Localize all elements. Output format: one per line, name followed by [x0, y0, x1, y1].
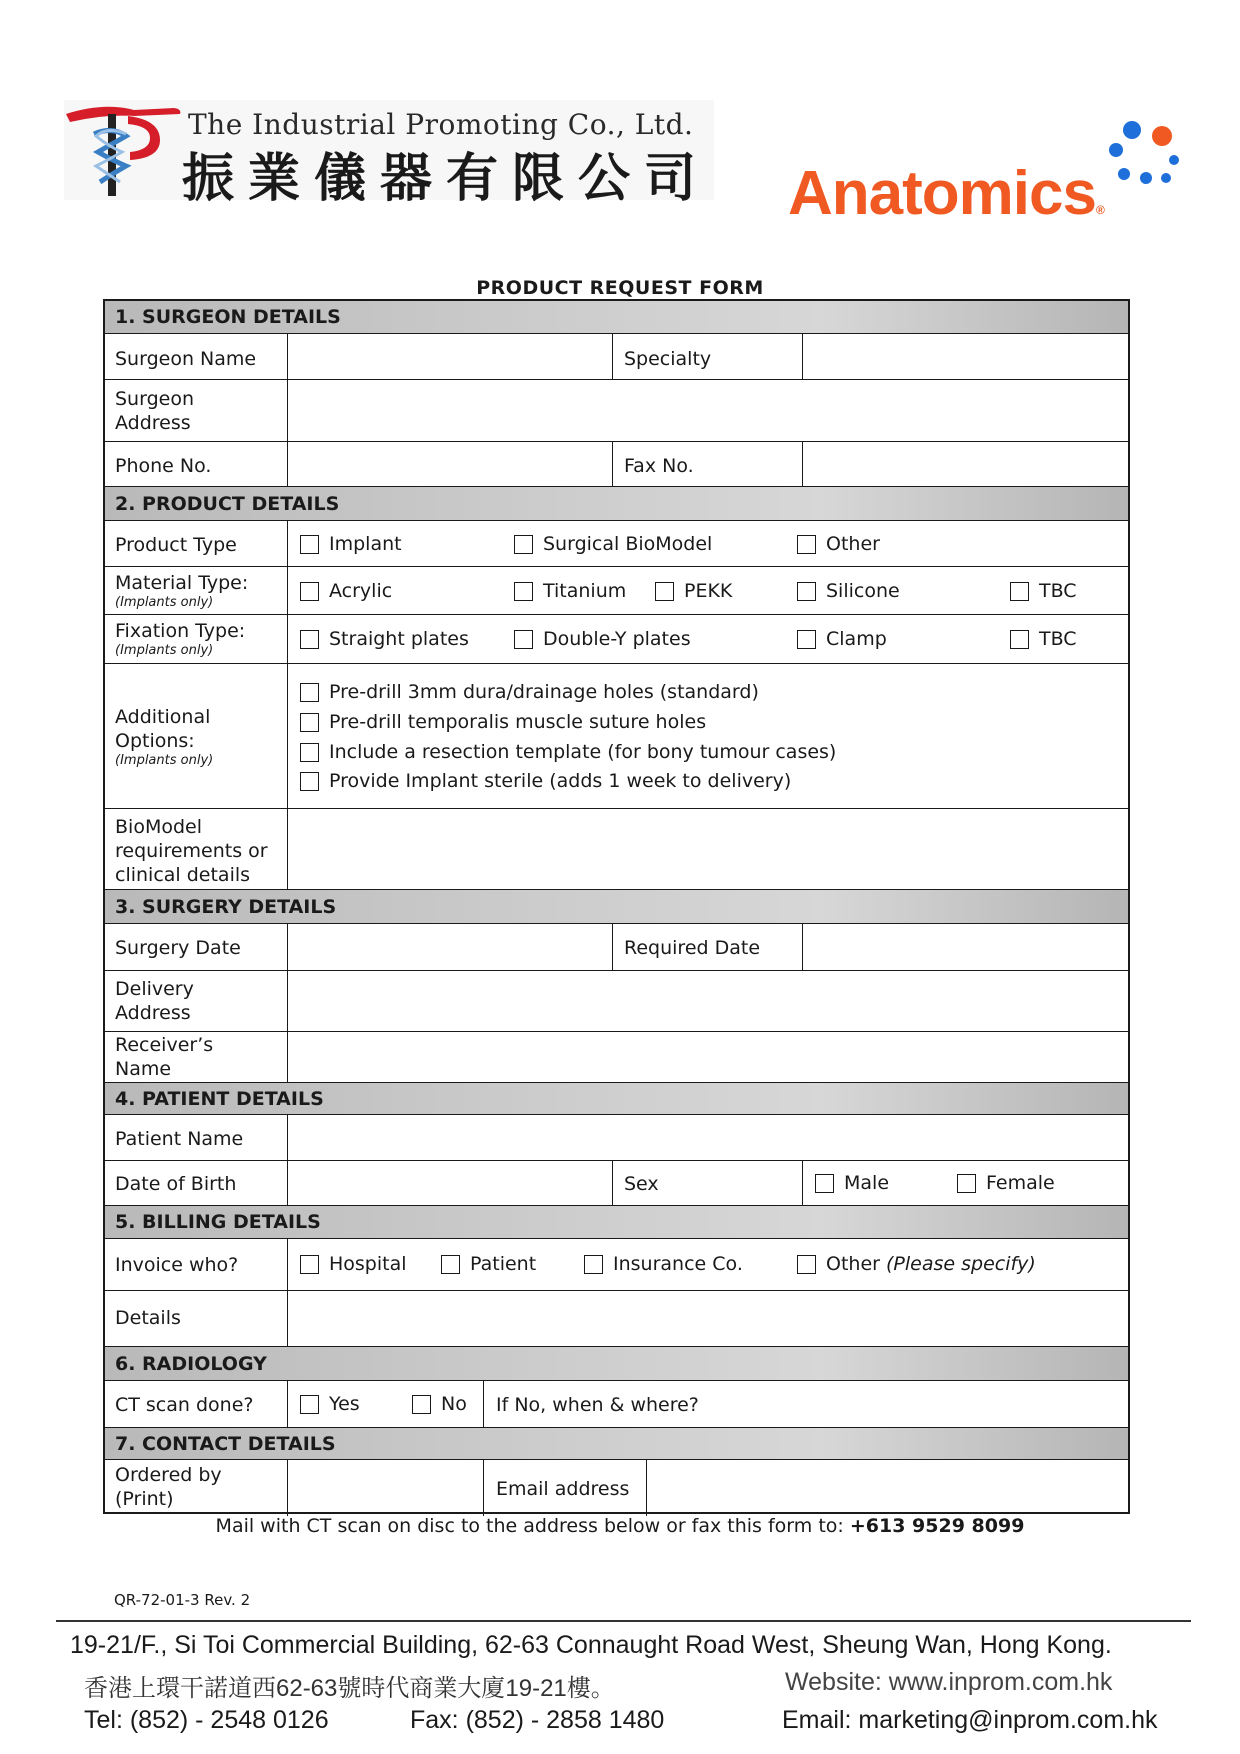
ct-yes-checkbox[interactable]: Yes: [300, 1393, 360, 1415]
dob-label: Date of Birth: [115, 1173, 237, 1195]
product-implant-checkbox[interactable]: Implant: [300, 533, 402, 555]
form-title: PRODUCT REQUEST FORM: [476, 277, 764, 299]
biomodel-requirements-label: BioModel requirements or clinical details: [115, 816, 268, 886]
footer-address-en: 19-21/F., Si Toi Commercial Building, 62-63 Connaught Road West, Sheung Wan, Hong Kong.: [70, 1631, 1112, 1659]
ordered-by-label: Ordered by (Print): [115, 1464, 222, 1510]
material-type-label: Material Type: (Implants only): [115, 572, 249, 610]
option-sterile-checkbox[interactable]: Provide Implant sterile (adds 1 week to delivery): [300, 770, 791, 792]
receiver-name-label: Receiver’s Name: [115, 1034, 214, 1080]
footer-fax: Fax: (852) - 2858 1480: [410, 1706, 665, 1734]
option-dura-holes-checkbox[interactable]: Pre-drill 3mm dura/drainage holes (standard): [300, 681, 759, 703]
ct-no-checkbox[interactable]: No: [412, 1393, 467, 1415]
section-header-billing: 5. BILLING DETAILS: [105, 1205, 1128, 1239]
required-date-label: Required Date: [624, 937, 761, 959]
company-name-en: The Industrial Promoting Co., Ltd.: [188, 108, 694, 141]
section-header-radiology: 6. RADIOLOGY: [105, 1346, 1128, 1381]
invoice-hospital-checkbox[interactable]: Hospital: [300, 1253, 407, 1275]
surgeon-name-label: Surgeon Name: [115, 348, 257, 370]
anatomics-logo: [788, 158, 1104, 229]
ct-if-no-label: If No, when & where?: [496, 1394, 699, 1416]
product-type-label: Product Type: [115, 534, 237, 556]
footer-divider: [56, 1620, 1191, 1622]
specialty-label: Specialty: [624, 348, 712, 370]
material-pekk-checkbox[interactable]: PEKK: [655, 580, 732, 602]
product-biomodel-checkbox[interactable]: Surgical BioModel: [514, 533, 712, 555]
invoice-who-label: Invoice who?: [115, 1254, 239, 1276]
invoice-other-checkbox[interactable]: Other (Please specify): [797, 1253, 1036, 1275]
footer-email: Email: marketing@inprom.com.hk: [782, 1706, 1158, 1734]
surgeon-address-label: Surgeon Address: [115, 388, 194, 434]
fax-number: +613 9529 8099: [849, 1515, 1025, 1537]
material-tbc-checkbox[interactable]: TBC: [1010, 580, 1077, 602]
fixation-clamp-checkbox[interactable]: Clamp: [797, 628, 887, 650]
fixation-double-y-checkbox[interactable]: Double-Y plates: [514, 628, 691, 650]
mailing-note: Mail with CT scan on disc to the address below or fax this form to: +613 9529 8099: [215, 1515, 1025, 1537]
surgery-date-label: Surgery Date: [115, 937, 241, 959]
footer-address-zh: 香港上環干諾道西62-63號時代商業大廈19-21樓。: [84, 1675, 615, 1702]
sex-female-checkbox[interactable]: Female: [957, 1172, 1055, 1194]
caduceus-logo-icon: [64, 100, 184, 200]
section-header-patient: 4. PATIENT DETAILS: [105, 1082, 1128, 1115]
product-other-checkbox[interactable]: Other: [797, 533, 880, 555]
document-reference: QR-72-01-3 Rev. 2: [114, 1591, 251, 1609]
ct-scan-label: CT scan done?: [115, 1394, 254, 1416]
company-logo: [64, 100, 714, 209]
section-header-surgery: 3. SURGERY DETAILS: [105, 889, 1128, 924]
sex-label: Sex: [624, 1173, 659, 1195]
footer-website: Website: www.inprom.com.hk: [785, 1668, 1113, 1696]
fax-label: Fax No.: [624, 455, 694, 477]
patient-name-label: Patient Name: [115, 1128, 244, 1150]
details-label: Details: [115, 1307, 181, 1329]
delivery-address-label: Delivery Address: [115, 978, 194, 1024]
product-request-form: [103, 299, 1130, 1514]
anatomics-dots-icon: [1096, 118, 1186, 198]
invoice-patient-checkbox[interactable]: Patient: [441, 1253, 536, 1275]
section-header-product: 2. PRODUCT DETAILS: [105, 486, 1128, 521]
section-header-contact: 7. CONTACT DETAILS: [105, 1427, 1128, 1460]
option-resection-template-checkbox[interactable]: Include a resection template (for bony tumour cases): [300, 741, 836, 763]
fixation-straight-checkbox[interactable]: Straight plates: [300, 628, 469, 650]
footer-tel: Tel: (852) - 2548 0126: [84, 1706, 329, 1734]
sex-male-checkbox[interactable]: Male: [815, 1172, 889, 1194]
fixation-type-label: Fixation Type: (Implants only): [115, 620, 246, 658]
registered-mark: ®: [1095, 203, 1104, 217]
material-titanium-checkbox[interactable]: Titanium: [514, 580, 626, 602]
option-temporalis-holes-checkbox[interactable]: Pre-drill temporalis muscle suture holes: [300, 711, 706, 733]
section-header-surgeon: 1. SURGEON DETAILS: [105, 301, 1128, 334]
additional-options-label: Additional Options: (Implants only): [115, 706, 214, 768]
email-address-label: Email address: [496, 1478, 630, 1500]
fixation-tbc-checkbox[interactable]: TBC: [1010, 628, 1077, 650]
invoice-insurance-checkbox[interactable]: Insurance Co.: [584, 1253, 743, 1275]
material-silicone-checkbox[interactable]: Silicone: [797, 580, 900, 602]
company-name-zh: 振業儀器有限公司: [182, 148, 711, 209]
phone-label: Phone No.: [115, 455, 212, 477]
brand-name: Anatomics: [788, 159, 1096, 228]
material-acrylic-checkbox[interactable]: Acrylic: [300, 580, 392, 602]
